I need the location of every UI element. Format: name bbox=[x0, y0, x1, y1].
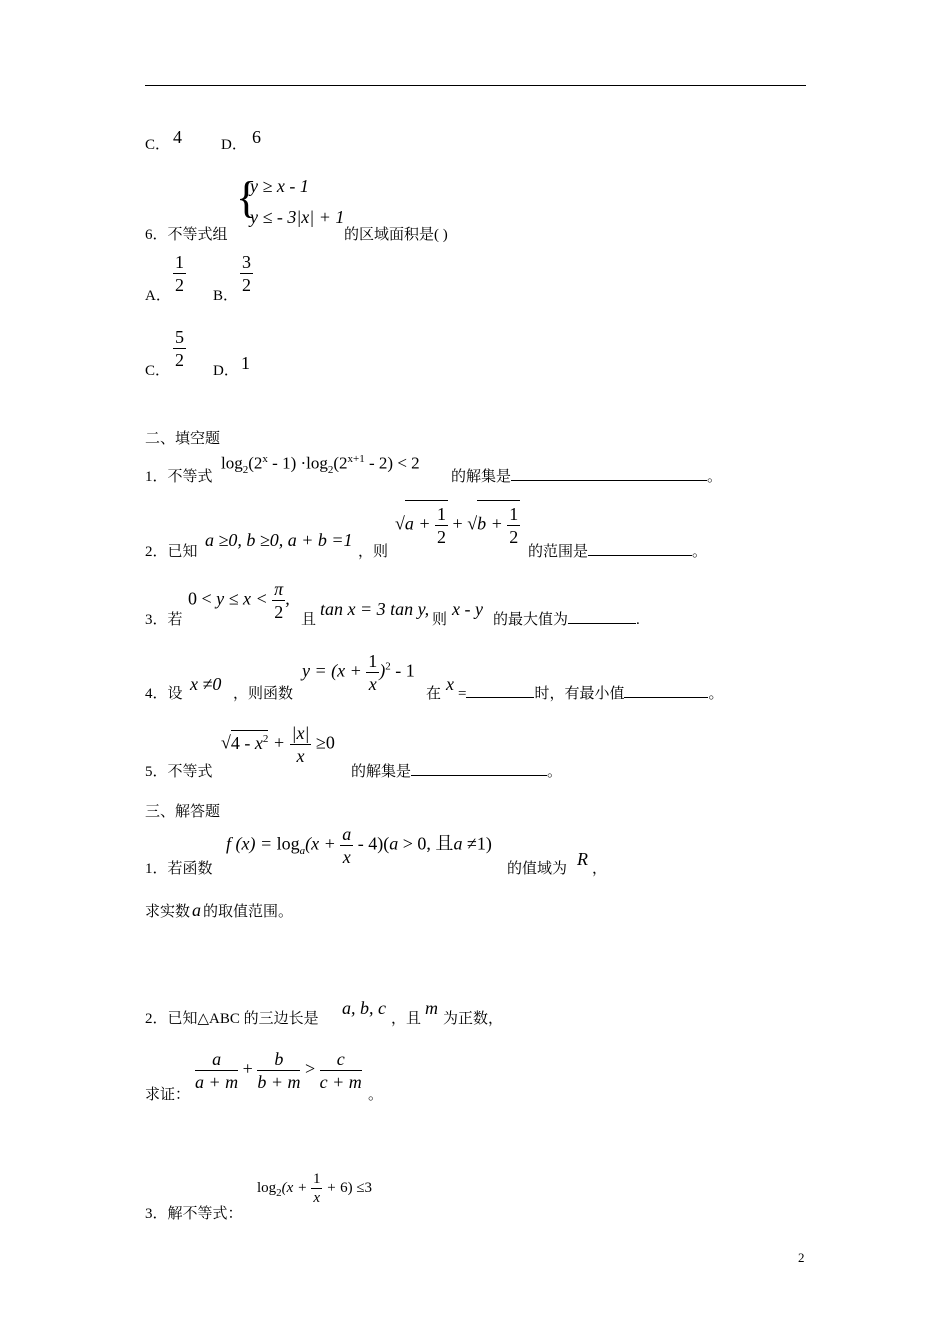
s2q3-lead: 3．若 bbox=[145, 612, 183, 628]
q6-option-b: B． bbox=[213, 288, 239, 304]
s2q5-expr: $√4 - x^2$ + $\frac{|x|}{x}$ ≥0 bbox=[221, 723, 335, 766]
q5-option-d-value: 6 bbox=[252, 127, 261, 147]
s2q3-expr: x - y bbox=[452, 599, 483, 619]
s2q3-mid1: 且 bbox=[301, 612, 317, 628]
s3q1-R: R bbox=[577, 849, 588, 869]
q6-option-d: D． bbox=[213, 363, 239, 379]
s2q4-mid2: 在 bbox=[426, 686, 442, 702]
s2q5-tail: 的解集是 。 bbox=[351, 760, 562, 781]
q6-lead: 6．不等式组 bbox=[145, 227, 228, 243]
s3q3-lead: 3．解不等式： bbox=[145, 1206, 243, 1222]
s2q4-var: x bbox=[446, 674, 454, 694]
s3q2-lead: 2．已知△ABC 的三边长是 bbox=[145, 1011, 319, 1027]
header-rule bbox=[145, 85, 806, 86]
q5-option-c: C． bbox=[145, 137, 171, 153]
q6-option-b-frac: $\frac{3}{2}$ bbox=[242, 252, 251, 295]
s2q2-cond: a ≥0, b ≥0, a + b =1 bbox=[205, 530, 353, 550]
s2q1-tail: 的解集是 。 bbox=[451, 465, 722, 486]
s2q4-tail: = 时，有最小值 。 bbox=[458, 682, 724, 703]
q6-ineq1: y ≥ x - 1 bbox=[250, 176, 309, 196]
s2q1-blank[interactable] bbox=[511, 466, 707, 481]
s2q2-tail: 的范围是 。 bbox=[528, 540, 707, 561]
s2q4-cond: x ≠0 bbox=[190, 674, 222, 694]
s3q1-tail: 的值域为 bbox=[507, 861, 568, 877]
q6-option-d-value: 1 bbox=[241, 353, 250, 373]
q6-option-a: A． bbox=[145, 288, 171, 304]
s2q1-lead: 1．不等式 bbox=[145, 469, 213, 485]
s2q4-mid: ，则函数 bbox=[233, 686, 294, 702]
s2q3-cond2: tan x = 3 tan y, bbox=[320, 599, 430, 619]
s2q4-blank1[interactable] bbox=[466, 683, 534, 698]
q6-option-a-frac: $\frac{1}{2}$ bbox=[175, 252, 184, 295]
s3q3-expr: $\log_2(x$ + $\frac{1}{x}$ + 6) ≤3 bbox=[257, 1171, 373, 1206]
s3q2-inequality: $\frac{a}{a + m}$ + $\frac{b}{b + m}$ > $\frac{c}{c + m}$ bbox=[195, 1049, 362, 1092]
s3q1-comma: ， bbox=[592, 861, 608, 877]
q6-option-c-frac: $\frac{5}{2}$ bbox=[175, 327, 184, 370]
s2q1-expr: $\log_2(2^x - 1) \cdot\log_2(2^{x+1} - 2) < 2$ bbox=[221, 453, 420, 477]
s2q5-blank[interactable] bbox=[411, 761, 547, 776]
s2q4-lead: 4．设 bbox=[145, 686, 183, 702]
section3-title: 三、解答题 bbox=[145, 804, 221, 820]
s2q3-mid2: 则 bbox=[432, 612, 448, 628]
section2-title: 二、填空题 bbox=[145, 431, 221, 447]
s2q4-func: y = (x + $\frac{1}{x}$ )$^2$ - 1 bbox=[302, 651, 415, 694]
q6-ineq2: y ≤ - 3|x| + 1 bbox=[250, 207, 345, 227]
s3q2-vars: a, b, c bbox=[342, 998, 386, 1018]
s2q4-blank2[interactable] bbox=[624, 683, 708, 698]
s3q1-lead: 1．若函数 bbox=[145, 861, 213, 877]
s2q2-mid: ，则 bbox=[358, 544, 389, 560]
s3q2-prove: 求证： bbox=[145, 1087, 191, 1103]
q6-option-c: C． bbox=[145, 363, 171, 379]
s2q2-lead: 2．已知 bbox=[145, 544, 198, 560]
q6-tail: 的区域面积是( ) bbox=[344, 227, 448, 243]
s2q3-tail: 的最大值为 . bbox=[493, 608, 640, 629]
s2q2-expr: √a + $\frac{1}{2}$ + √b + $\frac{1}{2}$ bbox=[395, 500, 520, 548]
s3q2-end: 。 bbox=[368, 1087, 384, 1103]
page-number: 2 bbox=[798, 1250, 805, 1265]
s2q3-cond1: 0 < y ≤ x < $\frac{\pi}{2}$ , bbox=[188, 579, 290, 622]
s3q1-line2: 求实数 a 的取值范围。 bbox=[145, 900, 294, 920]
s2q2-blank[interactable] bbox=[588, 541, 692, 556]
s3q1-func: f $(x) = \log_a(x$ + $\frac{a}{x}$ - 4)(a > 0, 且a ≠1) bbox=[226, 824, 492, 867]
s2q3-blank[interactable] bbox=[568, 609, 636, 624]
s3q2-m: m bbox=[425, 998, 438, 1018]
s3q2-mid: ，且 bbox=[391, 1011, 422, 1027]
s3q2-tail: 为正数， bbox=[443, 1011, 504, 1027]
q5-option-c-value: 4 bbox=[173, 127, 182, 147]
q5-option-d: D． bbox=[221, 137, 247, 153]
s2q5-lead: 5．不等式 bbox=[145, 764, 213, 780]
